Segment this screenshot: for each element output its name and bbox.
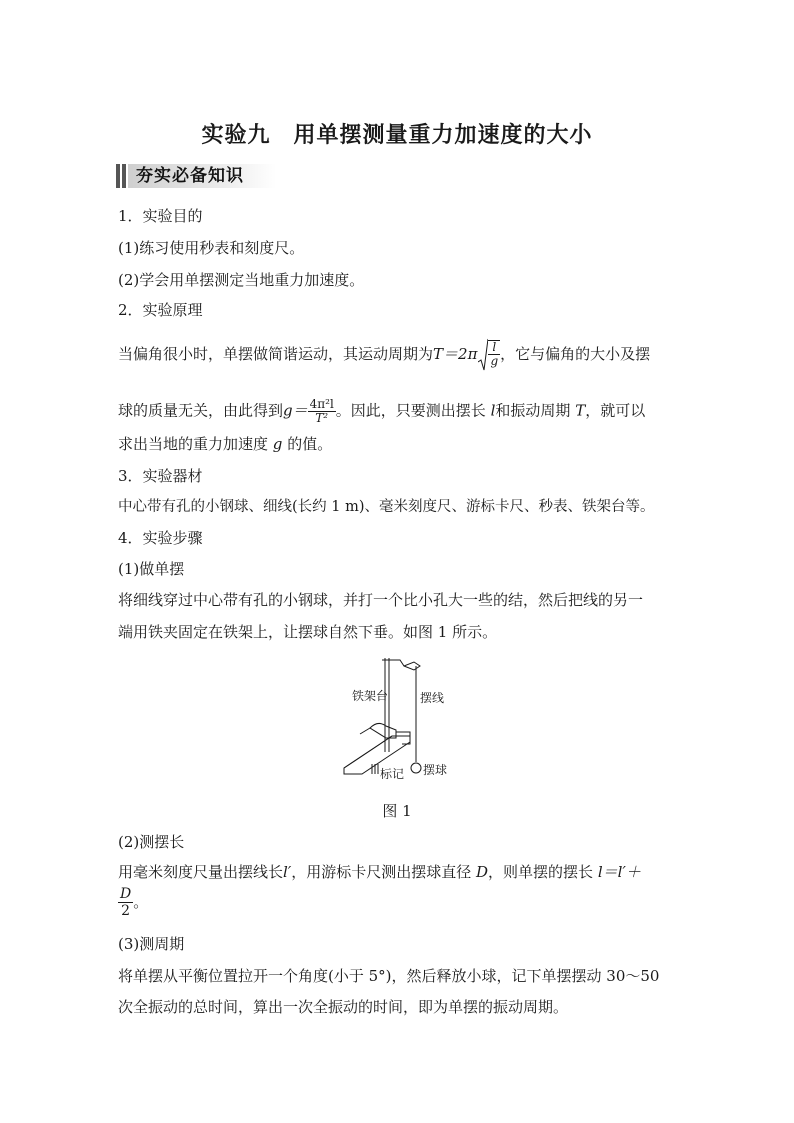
principle-line-2 [118,398,645,425]
symbol-lprime: l′ [283,863,292,881]
principle-text: ，它与偏角的大小及摆 [500,345,651,363]
sqrt-fraction [488,340,500,368]
step1-heading: (1)做单摆 [118,560,185,578]
step2-line-1 [118,862,641,882]
frac-numerator: 4π²l [309,397,334,411]
purpose-heading: 1．实验目的 [118,207,203,225]
base-clamp-screw [396,732,410,744]
principle-text: 的值。 [287,435,333,453]
frac-denominator: 2 [121,903,131,919]
sqrt-expression [478,342,500,368]
step2-heading: (2)测摆长 [118,833,185,851]
step2-text: ，用游标卡尺测出摆球直径 [291,863,472,881]
frac-denominator: g [490,354,499,368]
step3-line-2: 次全振动的总时间，算出一次全振动的时间，即为单摆的振动周期。 [118,998,569,1016]
principle-text: 和振动周期 [495,401,571,420]
step2-end: 。 [133,893,149,911]
pendulum-ball [411,763,421,773]
steps-heading: 4．实验步骤 [118,529,203,547]
purpose-item-1: (1)练习使用秒表和刻度尺。 [118,239,305,257]
frac-numerator: D [120,886,132,902]
step2-fraction-line [118,886,148,919]
banner-bar [116,164,120,188]
g-fraction [308,398,336,425]
clamp-handle [360,728,370,734]
equipment-text: 中心带有孔的小钢球、细线(长约 1 m)、毫米刻度尺、游标卡尺、秒表、铁架台等。 [118,499,655,515]
label-mark: 标记 [380,767,405,781]
d-over-2-fraction [118,886,133,919]
step1-line-1: 将细线穿过中心带有孔的小钢球，并打一个比小孔大一些的结，然后把线的另一 [118,591,644,609]
purpose-item-2: (2)学会用单摆测定当地重力加速度。 [118,271,365,289]
step2-text: ，则单摆的摆长 [488,863,594,881]
step2-text: 用毫米刻度尺量出摆线长 [118,863,284,881]
principle-line-1 [118,342,650,368]
section-banner-text: 夯实必备知识 [136,166,244,186]
principle-text: 球的质量无关，由此得到 [118,401,284,420]
page-title: 实验九 用单摆测量重力加速度的大小 [201,123,593,148]
banner-bar [122,164,126,188]
step3-heading: (3)测周期 [118,935,185,953]
sqrt-symbol [478,338,488,372]
formula-length: l＝l′＋ [597,863,641,881]
figure-caption: 图 1 [382,802,412,820]
principle-text: 求出当地的重力加速度 [118,435,269,453]
frac-numerator: l [488,341,500,355]
label-stand: 铁架台 [352,689,389,703]
principle-heading: 2．实验原理 [118,301,203,319]
step1-line-2: 端用铁夹固定在铁架上，让摆球自然下垂。如图 1 所示。 [118,623,498,641]
principle-text: 。因此，只要测出摆长 [335,401,486,420]
principle-text: ，就可以 [585,401,646,420]
frac-denominator: T² [315,411,329,425]
symbol-D: D [476,863,489,881]
principle-text: 当偏角很小时，单摆做简谐运动，其运动周期为 [118,345,434,363]
label-string: 摆线 [420,691,445,705]
equipment-heading: 3．实验器材 [118,467,203,485]
top-clamp [382,660,420,670]
symbol-l: l [490,401,496,420]
step3-line-1: 将单摆从平衡位置拉开一个角度(小于 5°)，然后释放小球，记下单摆摆动 30～50 [118,967,660,985]
section-banner [116,162,276,190]
symbol-T: T [575,401,586,420]
pendulum-figure [330,652,480,792]
label-ball: 摆球 [423,763,448,777]
symbol-g: g [272,435,283,453]
formula-g: g＝ [283,401,308,420]
principle-line-3 [118,434,332,454]
formula-period: T＝2π [433,345,478,363]
